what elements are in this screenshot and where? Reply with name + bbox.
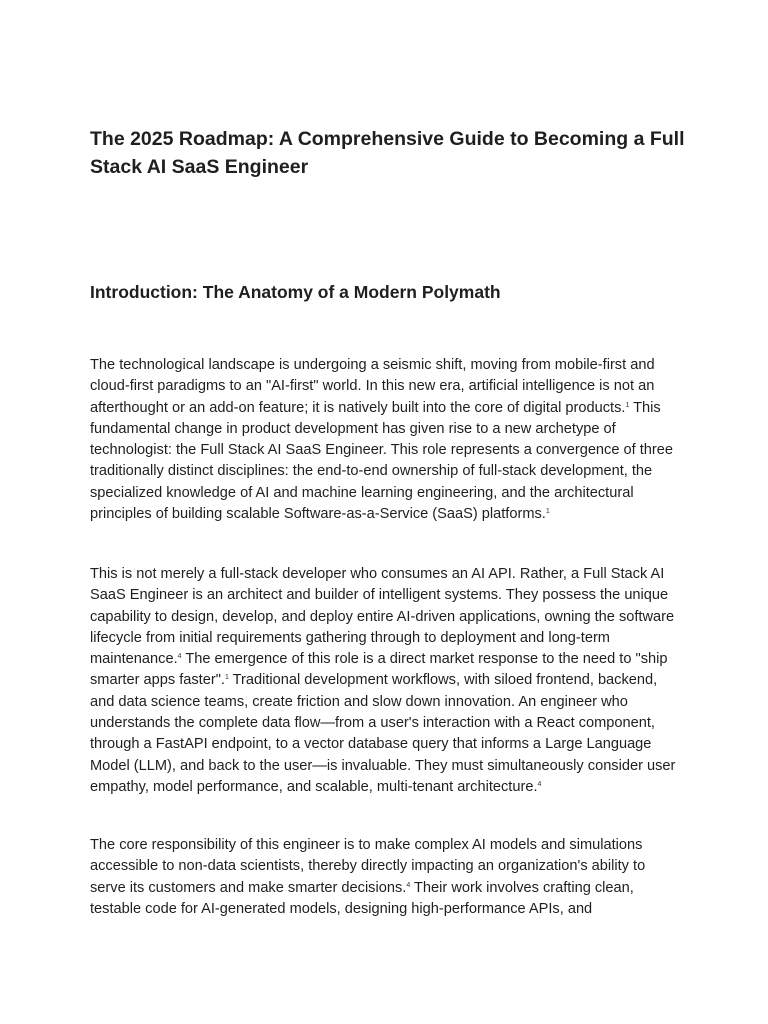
- paragraph-text: The technological landscape is undergoing a seismic shift, moving from mobile-first and cloud-first paradigms to an "AI-first" world. In this new era, artificial intelligence is not an afterthought or an add-on feature; it is natively built into the core of digital products.: [90, 357, 655, 416]
- paragraph-text: Traditional development workflows, with siloed frontend, backend, and data science teams, create friction and slow down innovation. An engineer who understands the complete data flow—from a user's interaction with a React component, through a FastAPI endpoint, to a vector database query that informs a Large Language Model (LLM), and back to the user—is invaluable. They must simultaneously consider user empathy, model performance, and scalable, multi-tenant architecture.: [90, 672, 676, 795]
- document-title: The 2025 Roadmap: A Comprehensive Guide to Becoming a Full Stack AI SaaS Engineer: [90, 128, 685, 178]
- footnote-ref: 4: [537, 780, 542, 788]
- paragraph-text: The core responsibility of this engineer is to make complex AI models and simulations accessible to non-data scientists, thereby directly impacting an organization's ability to serve its customers and make smarter decisions.: [90, 837, 646, 896]
- footnote-ref: 1: [625, 401, 630, 409]
- section-heading: Introduction: The Anatomy of a Modern Polymath: [90, 282, 501, 302]
- body-paragraph: [90, 564, 682, 798]
- footnote-ref: 4: [406, 881, 411, 889]
- paragraph-text: The emergence of this role is a direct market response to the need to "ship smarter apps faster".: [90, 651, 668, 689]
- footnote-ref: 4: [177, 653, 182, 661]
- footnote-ref: 1: [545, 508, 550, 516]
- footnote-ref: 1: [224, 674, 229, 682]
- paragraph-text: Their work involves crafting clean, testable code for AI-generated models, designing high-performance APIs, and: [90, 879, 634, 917]
- paragraph-text: This is not merely a full-stack developer who consumes an AI API. Rather, a Full Stack AI SaaS Engineer is an architect and builder of intelligent systems. They possess the unique capability to design, develop, and deploy entire AI-driven applications, owning the software lifecycle from initial requirements gathering through to deployment and long-term maintenance.: [90, 566, 675, 668]
- body-paragraph: [90, 355, 682, 525]
- paragraph-text: This fundamental change in product development has given rise to a new archetype of technologist: the Full Stack AI SaaS Engineer. This role represents a convergence of three traditionally distinct disciplines: the end-to-end ownership of full-stack development, the specialized knowledge of AI and machine learning engineering, and the architectural principles of building scalable Software-as-a-Service (SaaS) platforms.: [90, 399, 674, 523]
- body-paragraph: [90, 835, 682, 920]
